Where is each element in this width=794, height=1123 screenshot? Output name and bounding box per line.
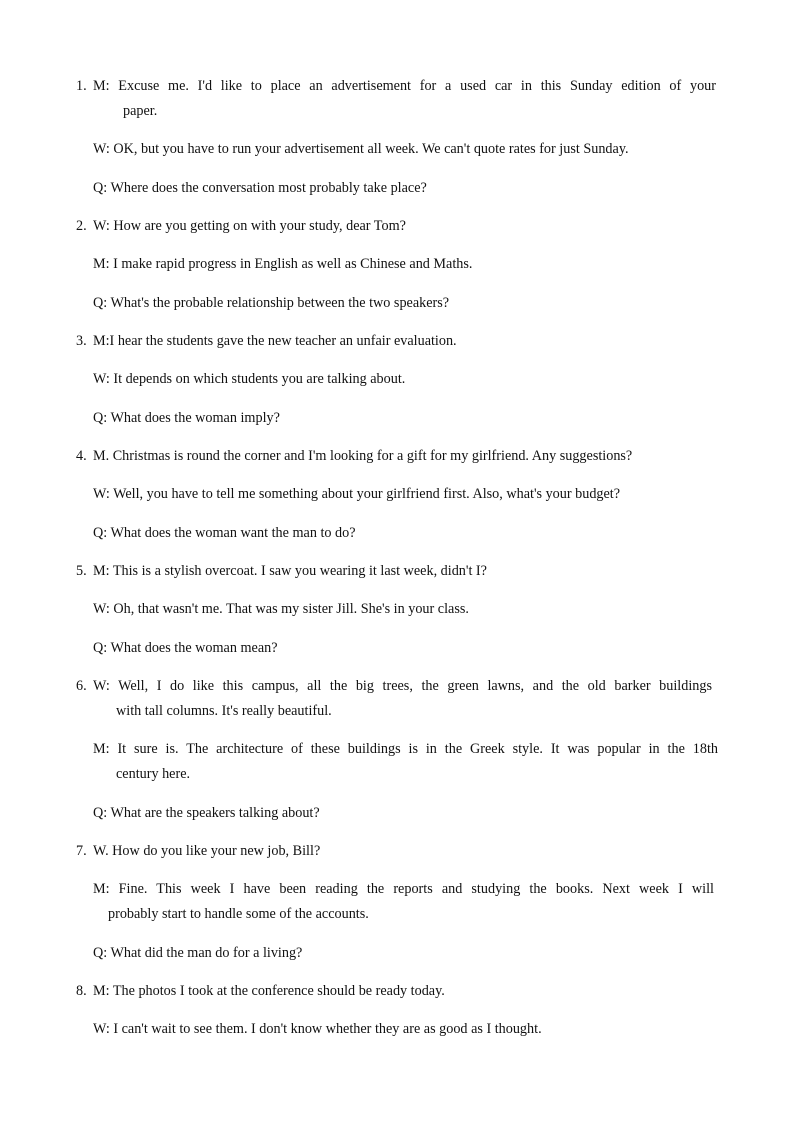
- dialogue-line: M: It sure is. The architecture of these buildings is in the Greek style. It was popular in the 18th: [93, 741, 718, 757]
- dialogue-line: probably start to handle some of the accounts.: [108, 906, 369, 922]
- question-line: Q: What did the man do for a living?: [93, 945, 303, 961]
- question-line: Q: What does the woman mean?: [93, 640, 278, 656]
- dialogue-line: W: OK, but you have to run your advertisement all week. We can't quote rates for just Sunday.: [93, 141, 629, 157]
- item-number: 7.: [76, 843, 87, 859]
- dialogue-line: with tall columns. It's really beautiful.: [116, 703, 332, 719]
- dialogue-line: W: I can't wait to see them. I don't know whether they are as good as I thought.: [93, 1021, 542, 1037]
- dialogue-line: W. How do you like your new job, Bill?: [93, 843, 321, 859]
- item-number: 3.: [76, 333, 87, 349]
- dialogue-line: M: This is a stylish overcoat. I saw you wearing it last week, didn't I?: [93, 563, 487, 579]
- item-number: 6.: [76, 678, 87, 694]
- dialogue-line: W: Oh, that wasn't me. That was my sister Jill. She's in your class.: [93, 601, 469, 617]
- dialogue-line: W: Well, I do like this campus, all the big trees, the green lawns, and the old barker buildings: [93, 678, 712, 694]
- dialogue-line: century here.: [116, 766, 191, 782]
- item-number: 2.: [76, 218, 87, 234]
- dialogue-line: W: It depends on which students you are talking about.: [93, 371, 406, 387]
- item-number: 5.: [76, 563, 87, 579]
- dialogue-line: W: How are you getting on with your study, dear Tom?: [93, 218, 406, 234]
- dialogue-line: M: I make rapid progress in English as well as Chinese and Maths.: [93, 256, 473, 272]
- item-number: 1.: [76, 78, 87, 94]
- question-line: Q: What's the probable relationship between the two speakers?: [93, 295, 450, 311]
- item-number: 8.: [76, 983, 87, 999]
- question-line: Q: Where does the conversation most probably take place?: [93, 180, 427, 196]
- item-number: 4.: [76, 448, 87, 464]
- question-line: Q: What are the speakers talking about?: [93, 805, 320, 821]
- dialogue-line: M:I hear the students gave the new teacher an unfair evaluation.: [93, 333, 457, 349]
- dialogue-line: M: Fine. This week I have been reading the reports and studying the books. Next week I will: [93, 881, 714, 897]
- dialogue-line: paper.: [123, 103, 158, 119]
- question-line: Q: What does the woman want the man to do?: [93, 525, 356, 541]
- dialogue-line: M: The photos I took at the conference should be ready today.: [93, 983, 445, 999]
- dialogue-line: W: Well, you have to tell me something about your girlfriend first. Also, what's your budget?: [93, 486, 621, 502]
- dialogue-line: M: Excuse me. I'd like to place an advertisement for a used car in this Sunday edition of your: [93, 78, 716, 94]
- question-line: Q: What does the woman imply?: [93, 410, 280, 426]
- dialogue-line: M. Christmas is round the corner and I'm looking for a gift for my girlfriend. Any suggestions?: [93, 448, 633, 464]
